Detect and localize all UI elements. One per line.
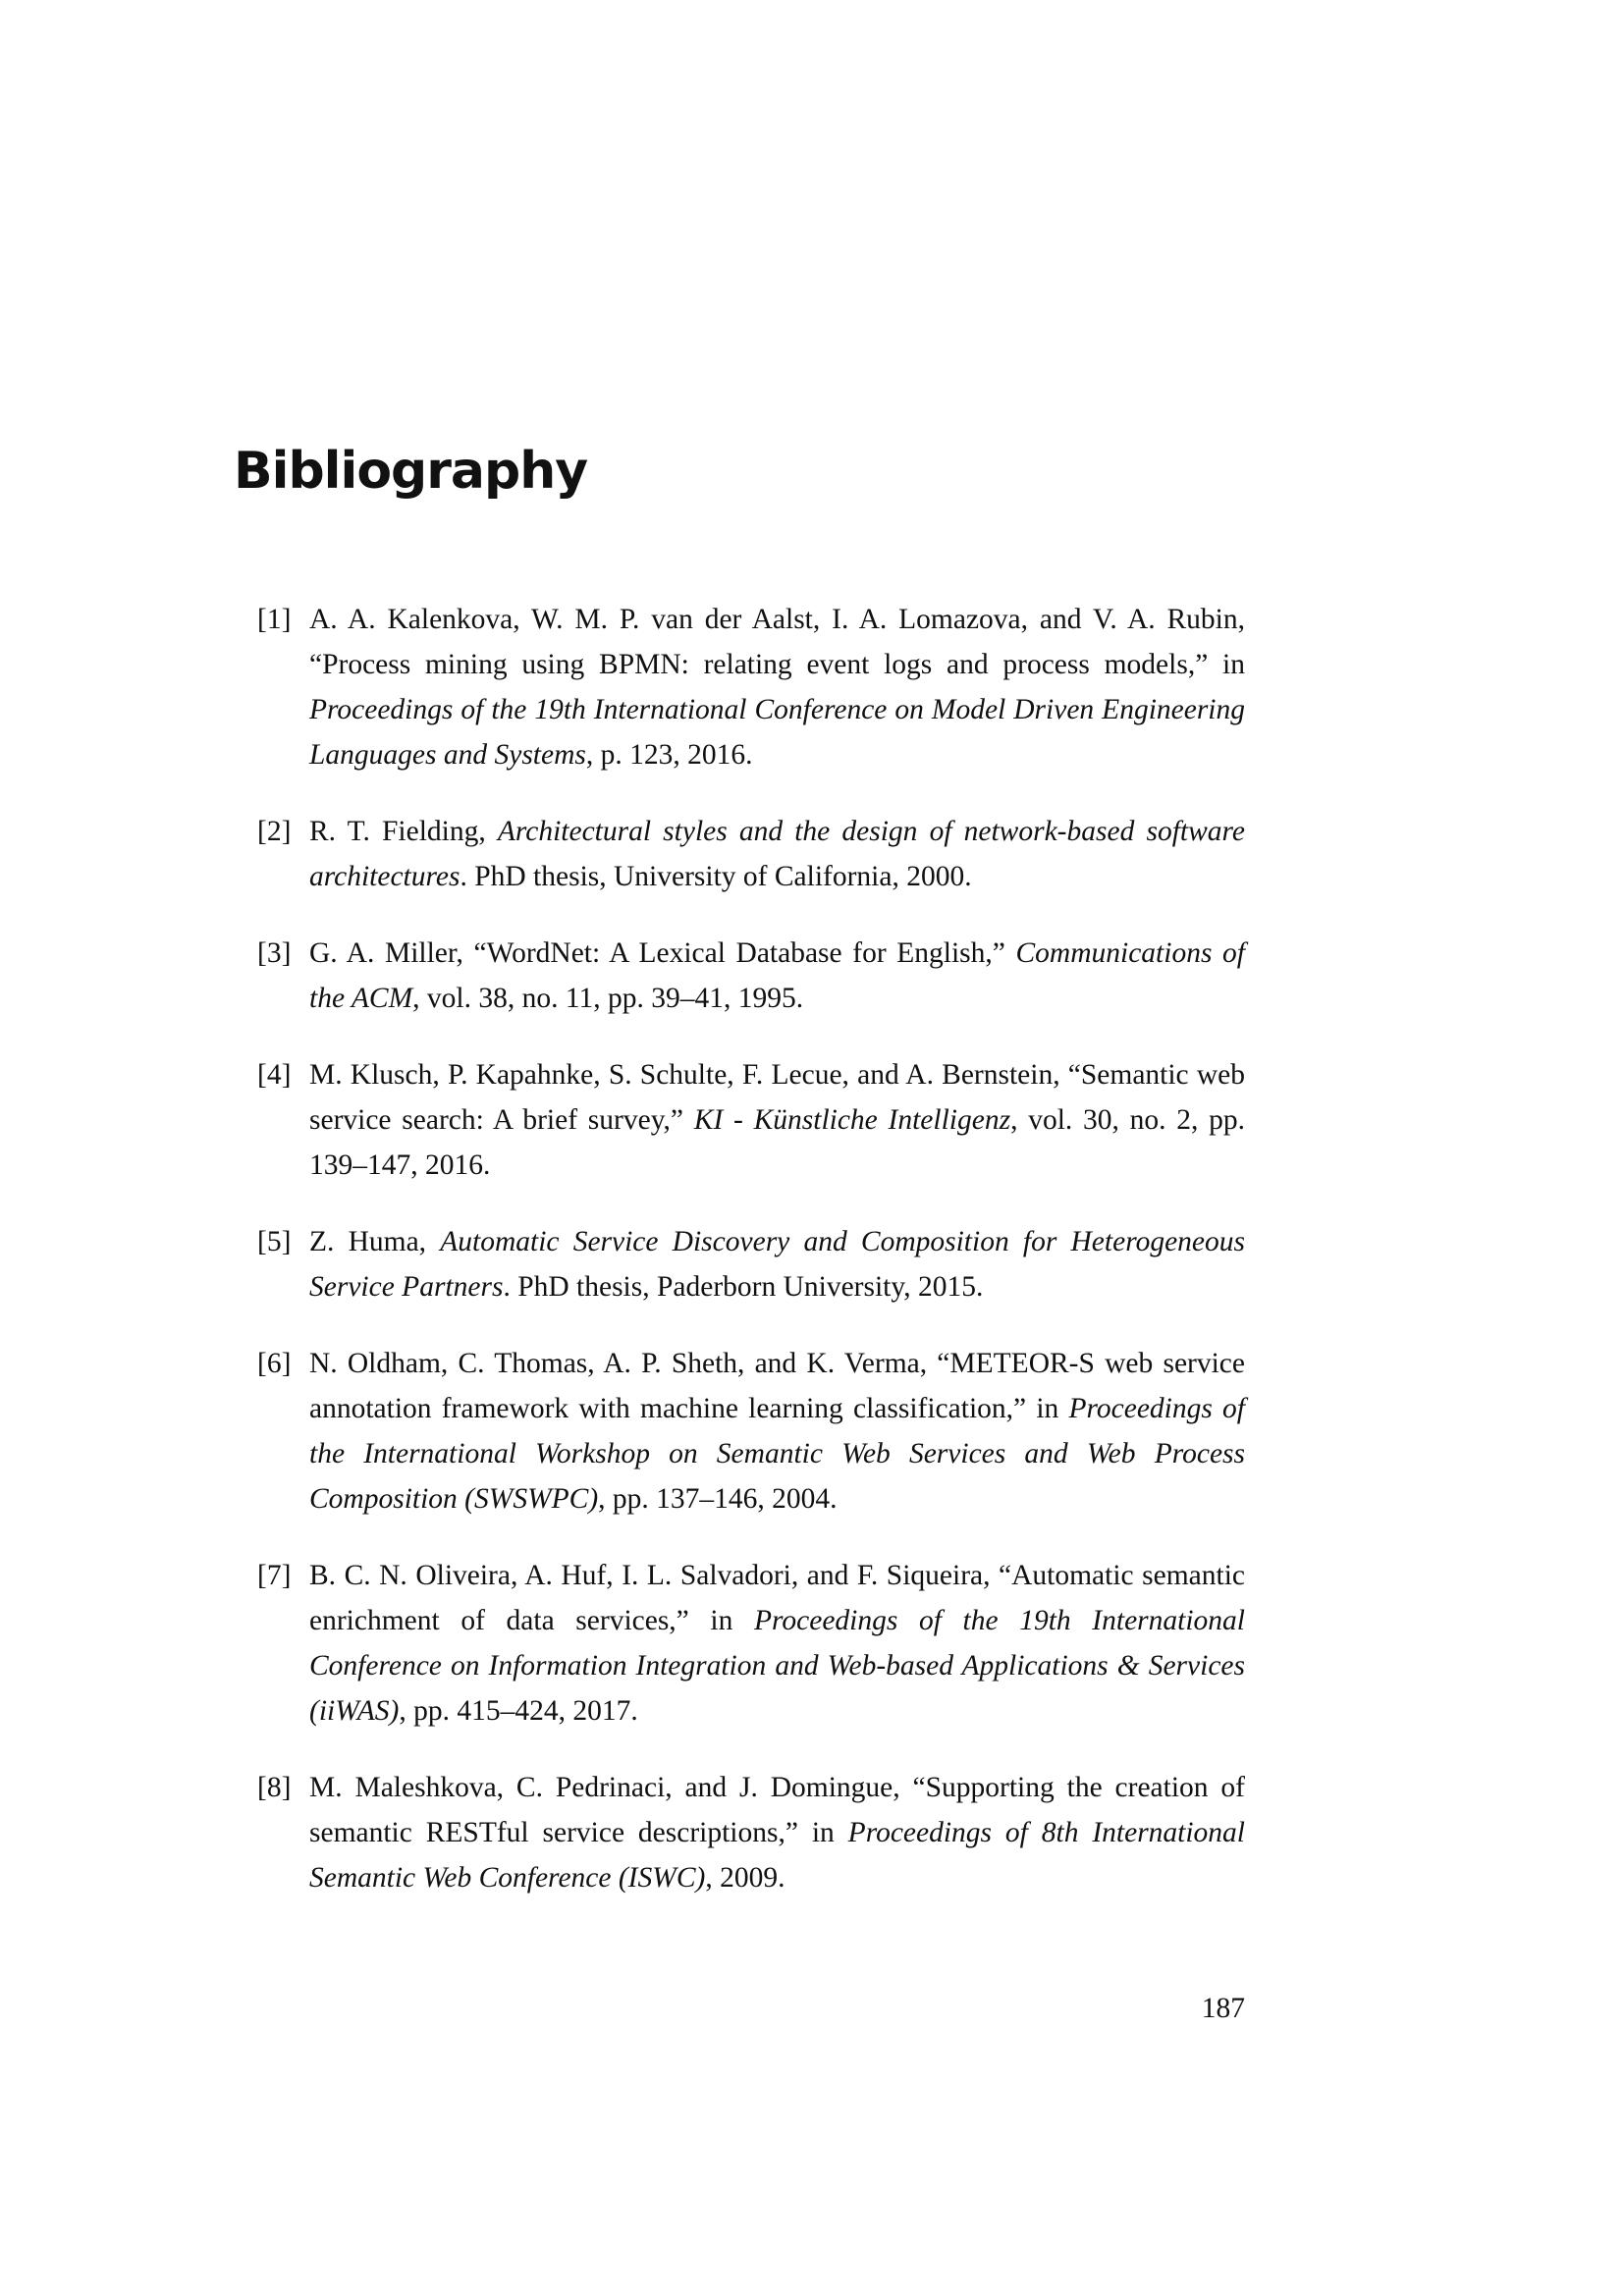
reference-authors: G. A. Miller, “WordNet: A Lexical Database for English,”	[309, 937, 1016, 969]
reference-list	[257, 597, 1245, 1932]
reference-authors: M. Maleshkova, C. Pedrinaci, and J. Domingue, “Supporting the creation of semantic RESTful service descriptions,” in	[309, 1772, 1245, 1848]
reference-venue: Proceedings of the 19th International Conference on Model Driven Engineering Languages and Systems	[309, 694, 1245, 771]
reference-item	[257, 1219, 1245, 1309]
reference-venue: Proceedings of the 19th International Conference on Information Integration and Web-based Applications & Services (iiWAS)	[309, 1605, 1245, 1727]
reference-number: [3]	[257, 937, 292, 969]
reference-number: [7]	[257, 1560, 292, 1591]
reference-item	[257, 1553, 1245, 1734]
reference-item	[257, 597, 1245, 777]
reference-authors: M. Klusch, P. Kapahnke, S. Schulte, F. Lecue, and A. Bernstein, “Semantic web service search: A brief survey,”	[309, 1059, 1245, 1136]
reference-details: . PhD thesis, Paderborn University, 2015.	[503, 1271, 984, 1303]
reference-details: , 2009.	[705, 1862, 785, 1894]
reference-item	[257, 1052, 1245, 1188]
reference-venue: Architectural styles and the design of network-based software architectures	[309, 816, 1245, 892]
reference-authors: B. C. N. Oliveira, A. Huf, I. L. Salvadori, and F. Siqueira, “Automatic semantic enrichment of data services,” in	[309, 1560, 1245, 1636]
reference-item	[257, 809, 1245, 899]
reference-number: [6]	[257, 1348, 292, 1379]
reference-item	[257, 931, 1245, 1021]
reference-number: [1]	[257, 604, 292, 635]
reference-details: , p. 123, 2016.	[585, 739, 753, 771]
reference-number: [4]	[257, 1059, 292, 1091]
reference-details: , vol. 30, no. 2, pp. 139–147, 2016.	[309, 1104, 1246, 1181]
reference-authors: Z. Huma,	[309, 1226, 441, 1257]
reference-number: [5]	[257, 1226, 292, 1257]
reference-venue: Automatic Service Discovery and Composition for Heterogeneous Service Partners	[309, 1226, 1245, 1303]
reference-venue: Proceedings of the International Workshop on Semantic Web Services and Web Process Composition (SWSWPC)	[309, 1393, 1246, 1515]
reference-number: [2]	[257, 816, 292, 847]
reference-venue: Communications of the ACM	[309, 937, 1245, 1014]
reference-details: , pp. 137–146, 2004.	[598, 1483, 838, 1515]
reference-venue: KI - Künstliche Intelligenz	[693, 1104, 1011, 1136]
reference-authors: N. Oldham, C. Thomas, A. P. Sheth, and K. Verma, “METEOR-S web service annotation framework with machine learning classification,” in	[309, 1348, 1245, 1424]
reference-item	[257, 1765, 1245, 1900]
page-title: Bibliography	[234, 442, 588, 501]
reference-authors: A. A. Kalenkova, W. M. P. van der Aalst, I. A. Lomazova, and V. A. Rubin, “Process mining using BPMN: relating event logs and process models,” in	[309, 604, 1245, 680]
reference-details: , pp. 415–424, 2017.	[399, 1695, 638, 1727]
reference-authors: R. T. Fielding,	[309, 816, 498, 847]
reference-details: . PhD thesis, University of California, 2000.	[460, 861, 972, 892]
reference-venue: Proceedings of 8th International Semantic Web Conference (ISWC)	[309, 1817, 1246, 1894]
reference-number: [8]	[257, 1772, 292, 1803]
reference-details: , vol. 38, no. 11, pp. 39–41, 1995.	[412, 983, 804, 1014]
page-number: 187	[1201, 1993, 1245, 2024]
reference-item	[257, 1341, 1245, 1522]
